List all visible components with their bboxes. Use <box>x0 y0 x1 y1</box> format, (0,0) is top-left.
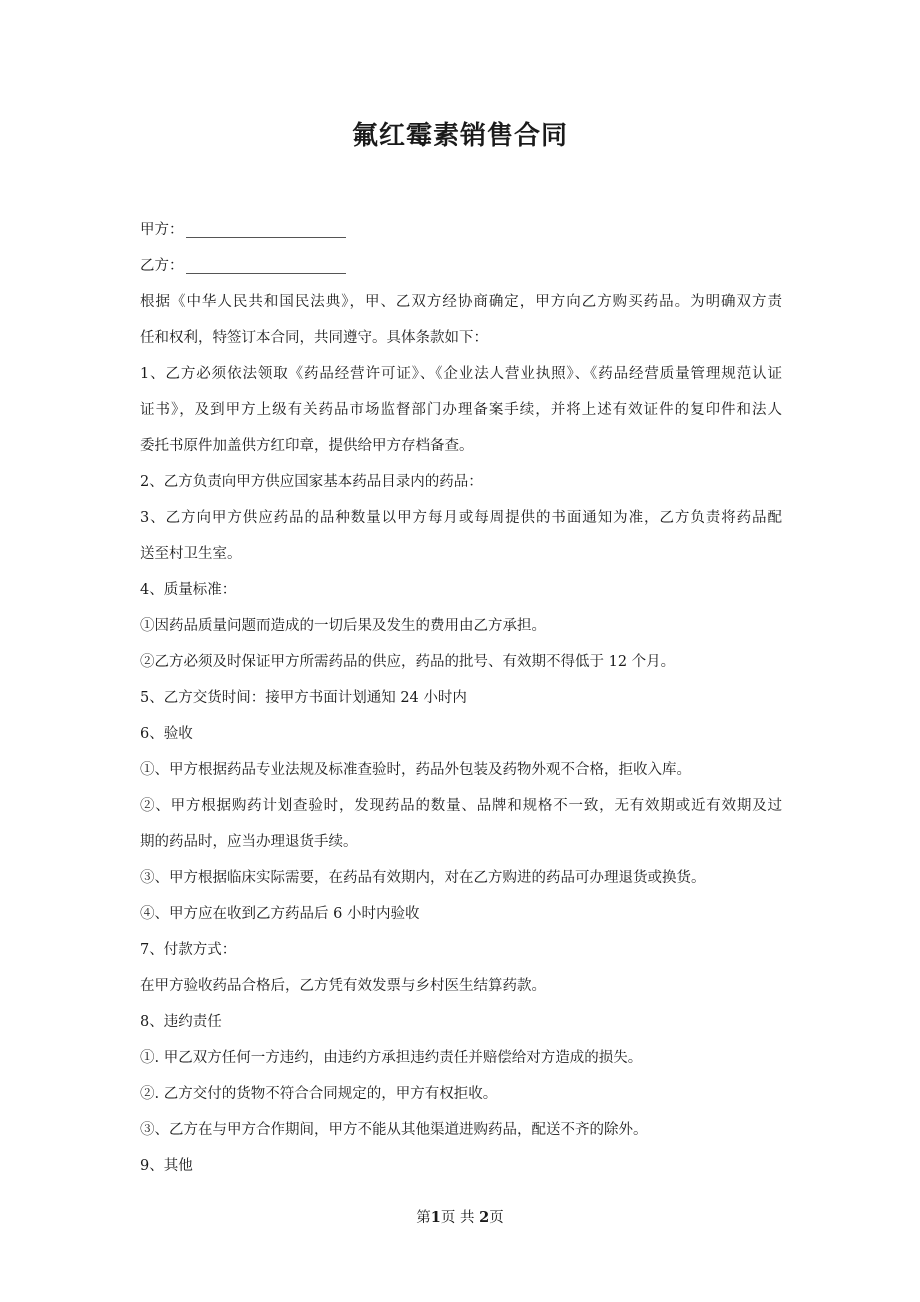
party-b-blank <box>186 253 346 274</box>
party-b-line <box>140 248 782 284</box>
clause-6-item-2-line-2: 期的药品时，应当办理退货手续。 <box>140 834 358 850</box>
clause-7-heading: 7、付款方式： <box>140 942 237 958</box>
party-a-line <box>140 212 782 248</box>
clause-5: 5、乙方交货时间：接甲方书面计划通知 24 小时内 <box>140 690 467 706</box>
clause-1-line-3: 委托书原件加盖供方红印章，提供给甲方存档备查。 <box>140 438 474 454</box>
contract-body <box>140 212 782 1184</box>
document-title: 氟红霉素销售合同 <box>351 121 568 151</box>
footer-total-pages: 2 <box>479 1209 490 1226</box>
clause-1-line-1: 1、乙方必须依法领取《药品经营许可证》、《企业法人营业执照》、《药品经营质量管理规范认证 <box>140 366 782 382</box>
party-a-blank <box>186 217 346 238</box>
clause-6-heading: 6、验收 <box>140 726 193 742</box>
party-a-label: 甲方： <box>140 222 184 238</box>
clause-9-heading: 9、其他 <box>140 1158 193 1174</box>
clause-6-item-4: ④、甲方应在收到乙方药品后 6 小时内验收 <box>140 906 420 922</box>
clause-8-item-3: ③、乙方在与甲方合作期间，甲方不能从其他渠道进购药品，配送不齐的除外。 <box>140 1122 648 1138</box>
clause-6-item-3: ③、甲方根据临床实际需要，在药品有效期内，对在乙方购进的药品可办理退货或换货。 <box>140 870 706 886</box>
intro-line-2: 任和权利，特签订本合同，共同遵守。具体条款如下： <box>140 330 488 346</box>
footer-middle: 页 共 <box>440 1210 475 1226</box>
footer-suffix: 页 <box>489 1210 504 1226</box>
clause-2: 2、乙方负责向甲方供应国家基本药品目录内的药品： <box>140 474 483 490</box>
page-footer <box>0 1206 920 1230</box>
clause-6-item-2-line-1: ②、甲方根据购药计划查验时，发现药品的数量、品牌和规格不一致，无有效期或近有效期及过 <box>140 798 782 814</box>
footer-page-number: 1 <box>430 1209 441 1226</box>
clause-3-line-2: 送至村卫生室。 <box>140 546 242 562</box>
clause-1-line-2: 证书》，及到甲方上级有关药品市场监督部门办理备案手续，并将上述有效证件的复印件和法人 <box>140 402 782 418</box>
clause-4-item-2: ②乙方必须及时保证甲方所需药品的供应，药品的批号、有效期不得低于 12 个月。 <box>140 654 676 670</box>
clause-8-item-1: ①. 甲乙双方任何一方违约，由违约方承担违约责任并赔偿给对方造成的损失。 <box>140 1050 643 1066</box>
clause-6-item-1: ①、甲方根据药品专业法规及标准查验时，药品外包装及药物外观不合格，拒收入库。 <box>140 762 691 778</box>
clause-8-item-2: ②. 乙方交付的货物不符合合同规定的，甲方有权拒收。 <box>140 1086 498 1102</box>
clause-4-heading: 4、质量标准： <box>140 582 237 598</box>
clause-7-text: 在甲方验收药品合格后，乙方凭有效发票与乡村医生结算药款。 <box>140 978 546 994</box>
intro-line-1: 根据《中华人民共和国民法典》，甲、乙双方经协商确定，甲方向乙方购买药品。为明确双方责 <box>140 294 782 310</box>
footer-prefix: 第 <box>416 1210 431 1226</box>
party-b-label: 乙方： <box>140 258 184 274</box>
clause-4-item-1: ①因药品质量问题而造成的一切后果及发生的费用由乙方承担。 <box>140 618 546 634</box>
clause-8-heading: 8、违约责任 <box>140 1014 222 1030</box>
clause-3-line-1: 3、乙方向甲方供应药品的品种数量以甲方每月或每周提供的书面通知为准，乙方负责将药品配 <box>140 510 782 526</box>
